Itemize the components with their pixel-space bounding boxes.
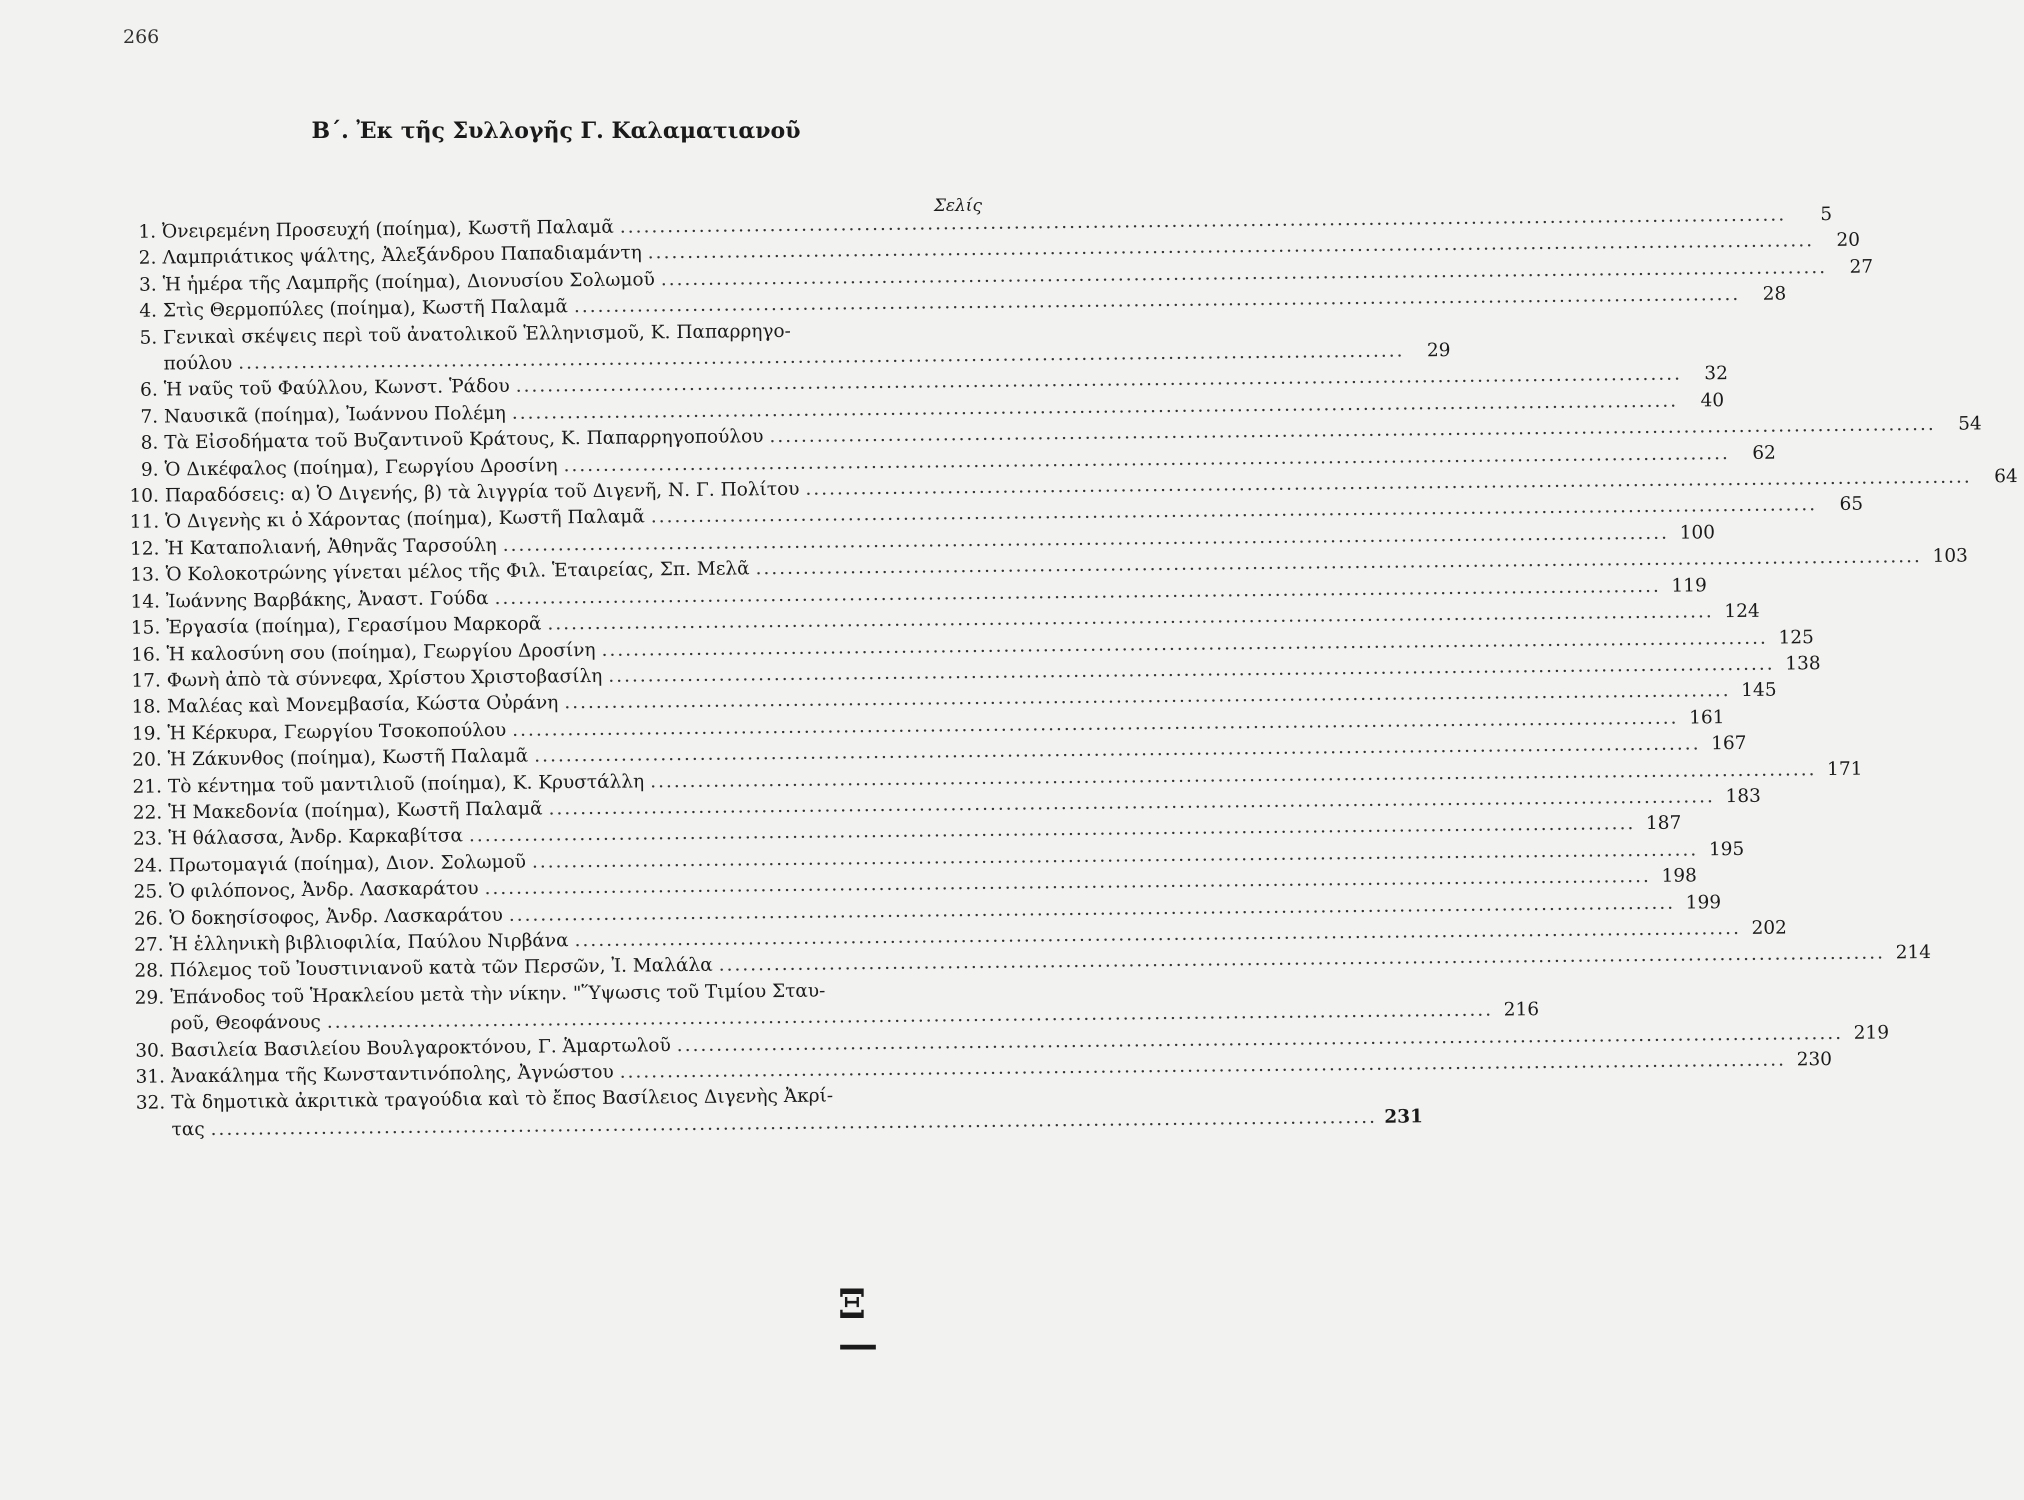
entry-number: 21. — [132, 776, 163, 798]
entry-page: 171 — [1826, 758, 1863, 780]
entry-title: πούλου — [163, 352, 233, 375]
entry-number: 16. — [131, 643, 161, 666]
entry-number: 25. — [133, 881, 164, 903]
entry-page: 202 — [1751, 917, 1788, 939]
entry-page: 199 — [1685, 891, 1722, 914]
entry-page: 138 — [1785, 653, 1821, 675]
entry-number: 22. — [132, 802, 163, 824]
entry-page: 216 — [1503, 999, 1540, 1021]
entry-number: 1. — [138, 221, 157, 243]
entry-title: Γενικαὶ σκέψεις περὶ τοῦ ἀνατολικοῦ Ἑλληνισμοῦ, Κ. Παπαρρηγο- — [163, 320, 791, 349]
entry-number: 28. — [134, 960, 164, 983]
toc-entry — [118, 977, 1540, 1039]
entry-page: 29 — [1426, 340, 1451, 362]
ornament-marks: Ξ — — [838, 1281, 878, 1368]
entry-title: Τὸ κέντημα τοῦ μαντιλιοῦ (ποίημα), Κ. Κρυστάλλη — [167, 770, 645, 797]
entry-title: Βασιλεία Βασιλείου Βουλγαροκτόνου, Γ. Ἁμαρτωλοῦ — [170, 1034, 671, 1062]
entry-title: Ἡ ἑλληνικὴ βιβλιοφιλία, Παύλου Νιρβάνα — [169, 930, 569, 956]
entry-title: Ἡ θάλασσα, Ἀνδρ. Καρκαβίτσα — [168, 825, 464, 850]
entry-number: 10. — [129, 485, 160, 507]
page-number: 266 — [123, 26, 160, 48]
entry-title: Ὀνειρεμένη Προσευχή (ποίημα), Κωστῆ Παλαμᾶ — [162, 216, 614, 243]
entry-page: 119 — [1671, 574, 1707, 597]
entry-title: Ἐπάνοδος τοῦ Ἡρακλείου μετὰ τὴν νίκην. "Ὕψωσις τοῦ Τιμίου Σταυ- — [170, 980, 826, 1009]
entry-title: Ἡ καλοσύνη σου (ποίημα), Γεωργίου Δροσίνη — [166, 639, 596, 665]
entry-number: 11. — [129, 511, 160, 534]
entry-number: 15. — [130, 617, 161, 639]
entry-number: 12. — [129, 538, 160, 560]
entry-number: 14. — [130, 591, 161, 613]
entry-page: 214 — [1895, 942, 1932, 964]
entry-page: 125 — [1778, 626, 1814, 649]
entry-title: Ναυσικᾶ (ποίημα), Ἰωάννου Πολέμη — [163, 402, 506, 428]
entry-number: 19. — [131, 723, 162, 745]
entry-title: Πόλεμος τοῦ Ἰουστινιανοῦ κατὰ τῶν Περσῶν, Ἰ. Μαλάλα — [169, 955, 713, 982]
entry-title: Λαμπριάτικος ψάλτης, Ἀλεξάνδρου Παπαδιαμάντη — [162, 242, 642, 269]
entry-page: 231 — [1384, 1106, 1424, 1128]
entry-number: 2. — [138, 247, 157, 270]
entry-title: Στὶς Θερμοπύλες (ποίημα), Κωστῆ Παλαμᾶ — [162, 296, 569, 322]
entry-title: Ὁ Διγενὴς κι ὁ Χάροντας (ποίημα), Κωστῆ Παλαμᾶ — [165, 506, 645, 533]
entry-page: 161 — [1689, 706, 1725, 729]
entry-number: 32. — [135, 1092, 166, 1115]
entry-page: 65 — [1839, 494, 1864, 516]
entry-number: 20. — [132, 749, 162, 771]
entry-number: 13. — [130, 564, 160, 587]
entry-number: 17. — [131, 670, 161, 692]
entry-number: 7. — [140, 406, 159, 428]
entry-number: 31. — [135, 1066, 166, 1088]
entry-number: 23. — [132, 828, 163, 851]
entry-number: 18. — [131, 696, 162, 719]
entry-title: Ἰωάννης Βαρβάκης, Ἀναστ. Γούδα — [165, 587, 489, 613]
entry-title: ροῦ, Θεοφάνους — [170, 1012, 321, 1035]
entry-title: Ἡ Ζάκυνθος (ποίημα), Κωστῆ Παλαμᾶ — [167, 745, 529, 771]
entry-title: Ἡ Μακεδονία (ποίημα), Κωστῆ Παλαμᾶ — [168, 798, 543, 824]
entry-number: 4. — [139, 300, 158, 322]
entry-page: 219 — [1853, 1022, 1890, 1044]
page-column-header: Σελίς — [933, 196, 982, 216]
entry-page: 20 — [1836, 230, 1861, 252]
entry-page: 100 — [1679, 522, 1716, 544]
entry-page: 5 — [1820, 203, 1833, 226]
entry-page: 103 — [1932, 545, 1968, 568]
entry-title: Μαλέας καὶ Μονεμβασία, Κώστα Οὐράνη — [166, 692, 559, 718]
entry-title: Φωνὴ ἀπὸ τὰ σύννεφα, Χρίστου Χριστοβασίλη — [166, 665, 603, 692]
entry-title: Πρωτομαγιά (ποίημα), Διον. Σολωμοῦ — [168, 851, 527, 877]
entry-title: Παραδόσεις: α) Ὁ Διγενής, β) τὰ λιγγρία τοῦ Διγενῆ, Ν. Γ. Πολίτου — [164, 478, 800, 507]
entry-number: 30. — [135, 1040, 165, 1062]
entry-title: Ἡ ναῦς τοῦ Φαύλλου, Κωνστ. Ῥάδου — [163, 376, 510, 401]
toc-entry — [111, 316, 1451, 378]
entry-number: 29. — [134, 987, 165, 1009]
entry-number: 6. — [140, 379, 158, 402]
entry-title: Ὁ φιλόπονος, Ἀνδρ. Λασκαράτου — [168, 878, 479, 903]
entry-title: Ἡ Κέρκυρα, Γεωργίου Τσοκοπούλου — [167, 719, 507, 745]
entry-page: 167 — [1711, 733, 1747, 755]
entry-page: 198 — [1661, 865, 1697, 887]
entry-page: 64 — [1994, 466, 2018, 488]
entry-page: 28 — [1762, 283, 1787, 305]
entry-page: 187 — [1645, 812, 1682, 835]
entry-page: 124 — [1724, 600, 1760, 623]
entry-title: Ὁ Δικέφαλος (ποίημα), Γεωργίου Δροσίνη — [164, 454, 558, 481]
entry-page: 27 — [1849, 256, 1874, 278]
entry-page: 195 — [1708, 838, 1745, 861]
entry-number: 3. — [138, 274, 157, 296]
entry-title: Ἀνακάλημα τῆς Κωνσταντινόπολης, Ἀγνώστου — [170, 1061, 614, 1088]
entry-title: Ἐργασία (ποίημα), Γερασίμου Μαρκορᾶ — [166, 613, 542, 639]
entry-number: 8. — [140, 432, 159, 454]
entry-page: 183 — [1725, 785, 1761, 808]
entry-title: Ὁ δοκησίσοφος, Ἀνδρ. Λασκαράτου — [169, 904, 503, 929]
entry-title: Τὰ Εἰσοδήματα τοῦ Βυζαντινοῦ Κράτους, Κ. Παπαρρηγοπούλου — [164, 426, 764, 454]
entry-title: τας — [171, 1118, 205, 1141]
entry-number: 5. — [139, 327, 158, 349]
entry-title: Τὰ δημοτικὰ ἀκριτικὰ τραγούδια καὶ τὸ ἔπος Βασίλειος Διγενὴς Ἀκρί- — [171, 1085, 834, 1114]
section-title: Β΄. Ἐκ τῆς Συλλογῆς Γ. Καλαματιανοῦ — [311, 118, 801, 144]
entry-page: 145 — [1741, 679, 1777, 702]
entry-number: 27. — [134, 934, 164, 956]
entry-page: 230 — [1796, 1049, 1833, 1071]
entry-title: Ἡ ἡμέρα τῆς Λαμπρῆς (ποίημα), Διονυσίου Σολωμοῦ — [162, 269, 655, 296]
entry-page: 54 — [1958, 413, 1982, 435]
entry-page: 32 — [1704, 363, 1729, 385]
entry-number: 24. — [133, 855, 163, 877]
entry-number: 9. — [140, 459, 159, 481]
entry-title: Ἡ Καταπολιανή, Ἀθηνᾶς Ταρσούλη — [165, 534, 497, 560]
entry-page: 62 — [1752, 442, 1776, 464]
toc-entry — [119, 1082, 1424, 1144]
entry-title: Ὁ Κολοκοτρώνης γίνεται μέλος τῆς Φιλ. Ἑταιρείας, Σπ. Μελᾶ — [165, 558, 750, 586]
entry-number: 26. — [133, 908, 164, 930]
entry-page: 40 — [1700, 389, 1725, 412]
